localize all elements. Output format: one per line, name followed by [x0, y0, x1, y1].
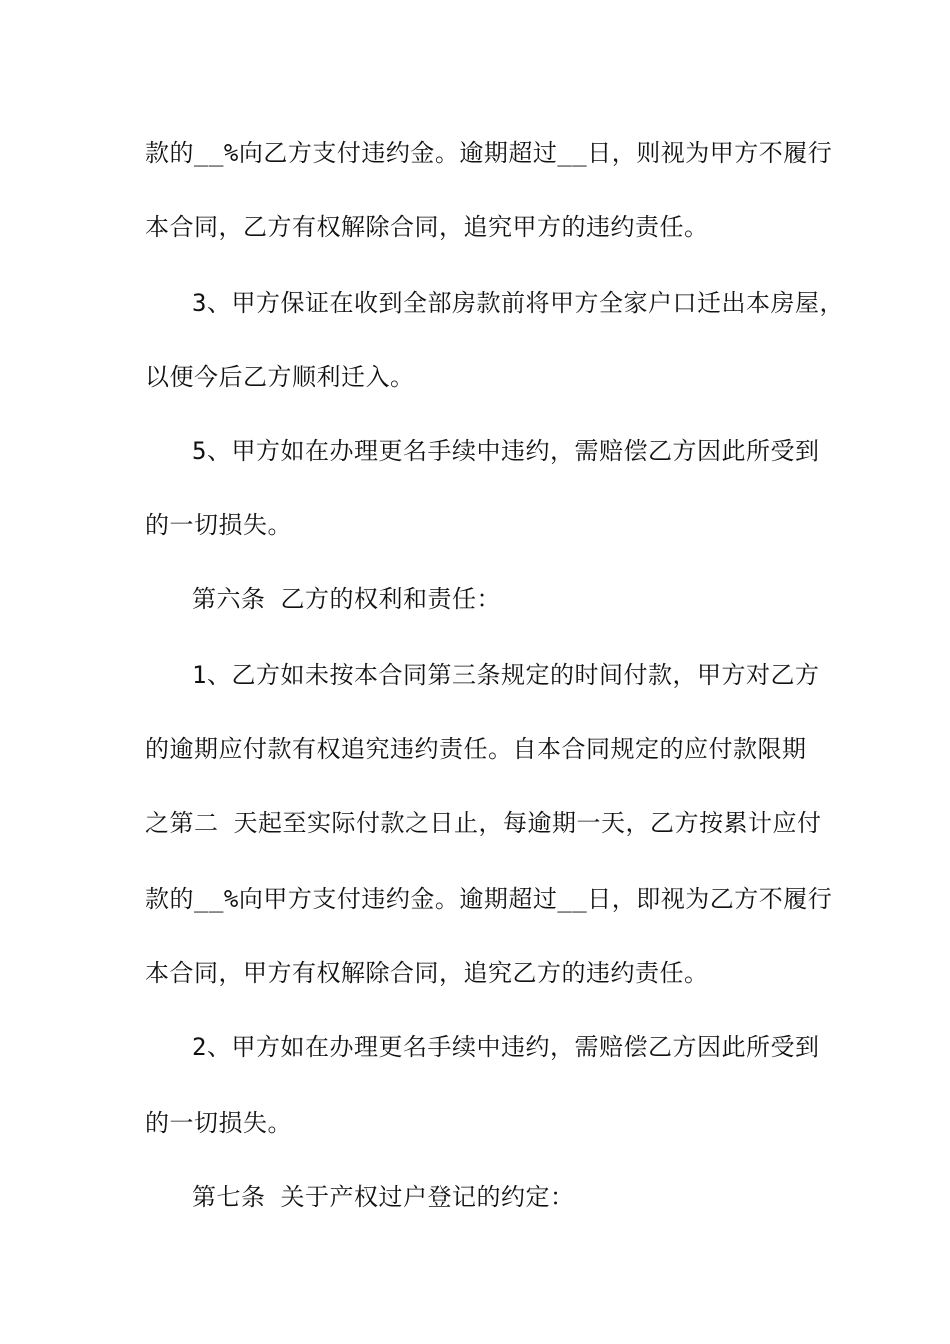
clause-2-line: 2、甲方如在办理更名手续中违约，需赔偿乙方因此所受到	[192, 1033, 820, 1061]
body-text-line: 的一切损失。	[145, 1109, 292, 1137]
body-text-line: 本合同，乙方有权解除合同，追究甲方的违约责任。	[145, 213, 709, 241]
body-text-line: 本合同，甲方有权解除合同，追究乙方的违约责任。	[145, 959, 709, 987]
body-text-line: 的逾期应付款有权追究违约责任。自本合同规定的应付款限期	[145, 735, 807, 763]
body-text-line: 款的__%向甲方支付违约金。逾期超过__日，即视为乙方不履行	[145, 885, 833, 913]
clause-3-line: 3、甲方保证在收到全部房款前将甲方全家户口迁出本房屋，	[192, 289, 844, 317]
article-6-heading: 第六条 乙方的权利和责任：	[192, 585, 501, 613]
clause-5-line: 5、甲方如在办理更名手续中违约，需赔偿乙方因此所受到	[192, 437, 820, 465]
body-text-line: 之第二 天起至实际付款之日止，每逾期一天，乙方按累计应付	[145, 809, 822, 837]
body-text-line: 以便今后乙方顺利迁入。	[145, 363, 415, 391]
clause-1-line: 1、乙方如未按本合同第三条规定的时间付款，甲方对乙方	[192, 661, 820, 689]
body-text-line: 的一切损失。	[145, 511, 292, 539]
article-7-heading: 第七条 关于产权过户登记的约定：	[192, 1183, 575, 1211]
body-text-line: 款的__%向乙方支付违约金。逾期超过__日，则视为甲方不履行	[145, 139, 833, 167]
